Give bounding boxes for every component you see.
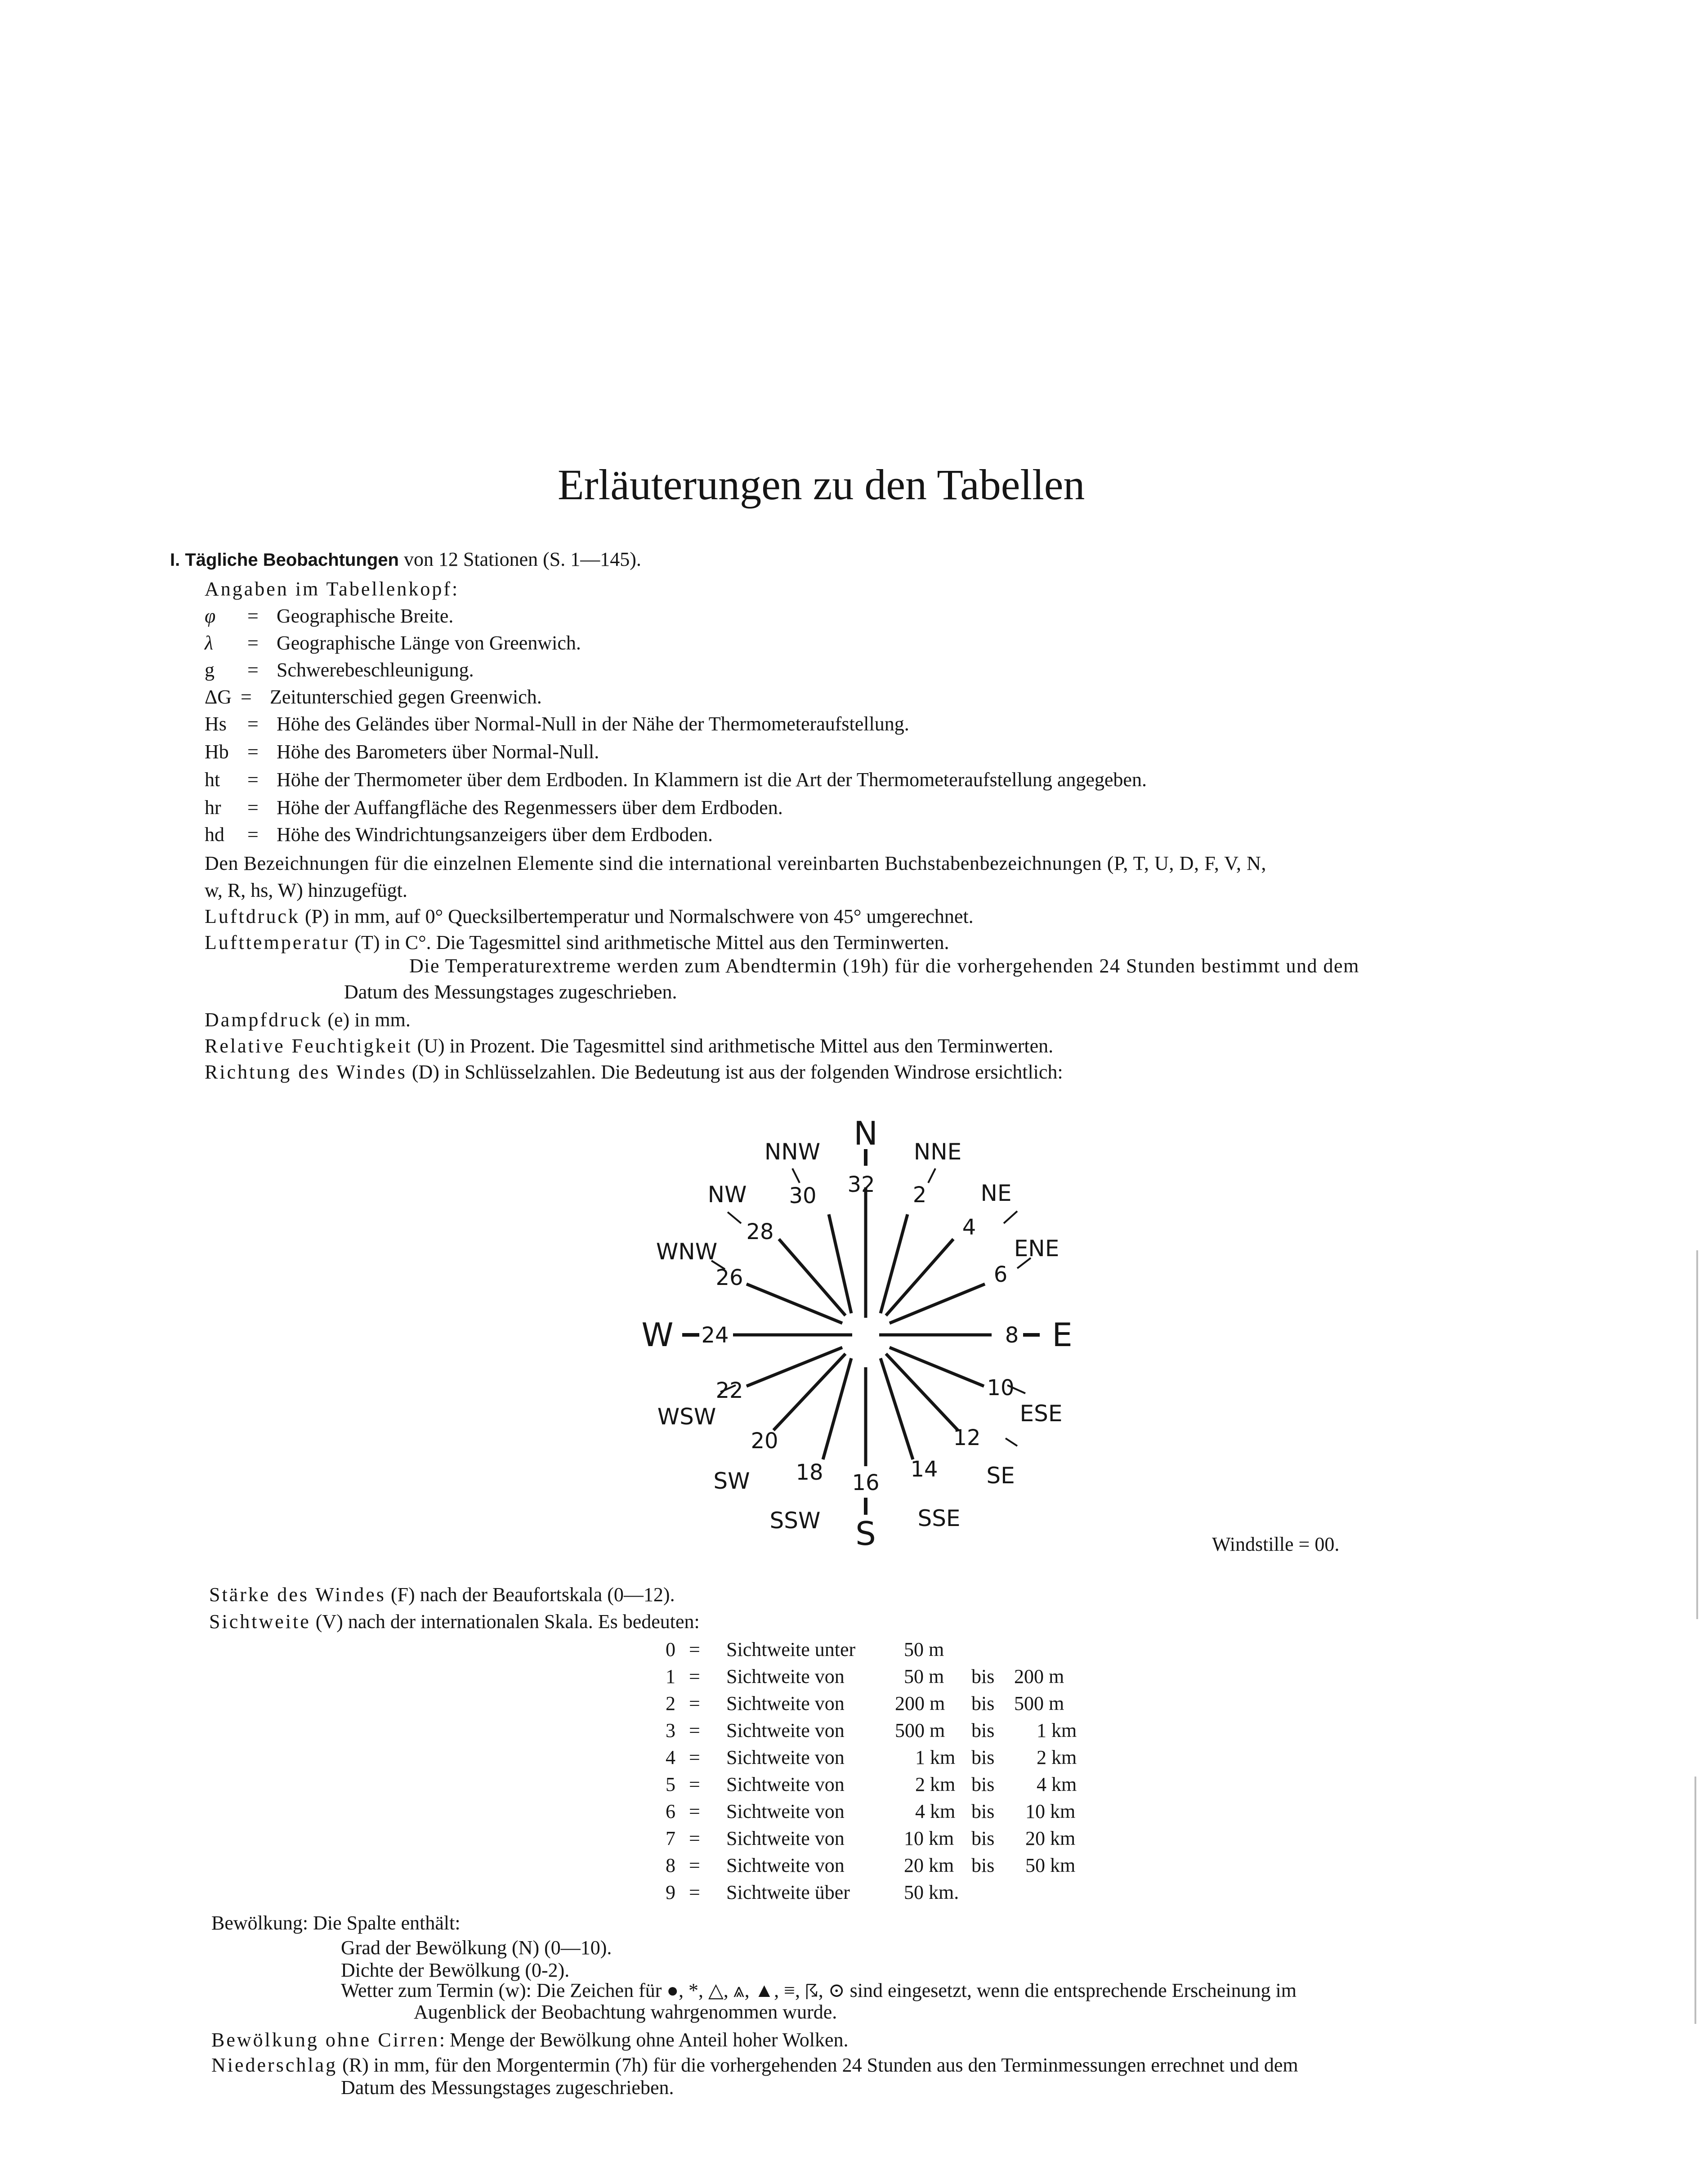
temperaturextreme-line-2: Datum des Messungstages zugeschrieben. xyxy=(344,981,677,1003)
spoke-wnw xyxy=(747,1284,842,1323)
header-item-hs: Hs = Höhe des Geländes über Normal-Null in der Nähe der Thermometeraufstellung. xyxy=(205,713,909,735)
windstille-note: Windstille = 00. xyxy=(1212,1533,1340,1555)
bewoelkung-grad: Grad der Bewölkung (N) (0—10). xyxy=(341,1937,612,1959)
rose-dir-ese: ESE xyxy=(1019,1401,1063,1427)
rose-label-w: W xyxy=(641,1316,674,1354)
header-item-hr: hr = Höhe der Auffangfläche des Regenmessers über dem Erdboden. xyxy=(205,797,783,819)
spoke-se xyxy=(886,1354,958,1430)
rose-dir-ne: NE xyxy=(980,1180,1012,1206)
rose-dir-sw: SW xyxy=(713,1468,750,1494)
page: Erläuterungen zu den Tabellen I. Tägliche Beobachtungen von 12 Stationen (S. 1—145). Angaben im Tabellenkopf: φ = Geographische Breite. λ = Geographische Länge von Greenwich. g = Schwerebeschleunigung. ΔG = Zeitunterschied gegen Greenwich. Hs = Höhe des Geländes über Normal-Null in der Nähe der Thermometeraufstellung. Hb = Höhe des Barometers über Normal-Null. ht = Höhe der Thermometer über dem Erdboden. In Klammern ist die Art der Thermometeraufstellung angegeben. hr = Höhe der Auffangfläche des Regenmessers über dem Erdboden. hd = Höhe des Windrichtungsanzeigers über dem Erdboden. Den Bezeichnungen für die einzelnen Elemente sind die international vereinbarten Buchstabenbezeichnungen (P, T, U, D, F, V, N, w, R, hs, W) hinzugefügt. Luftdruck (P) in mm, auf 0° Quecksilbertemperatur und Normalschwere von 45° umgerechnet. Lufttemperatur (T) in C°. Die Tagesmittel sind arithmetische Mittel aus den Terminwerten. Die Temperaturextreme werden zum Abendtermin (19h) für die vorhergehenden 24 Stunden bestimmt und dem Datum des Messungstages zugeschrieben. Dampfdruck (e) in mm. Relative Feuchtigkeit (U) in Prozent. Die Tagesmittel sind arithmetische Mittel aus den Terminwerten. Richtung des Windes (D) in Schlüsselzahlen. Die Bedeutung ist aus der folgenden Windrose ersichtlich: N S W E 2 4 6 8 10 12 14 16 18 20 22 24 26 28 30 32 NNE NE ENE ESE SE SSE SSW SW WSW WNW NW NNW Windstille = 00. Stärke des Windes (F) nach der Beaufortskala (0—12). Sichtweite (V) nach der internationalen Skala. Es bedeuten: 0 = Sichtweite unter 50 m 1 = Sichtweite von 50 m bis 200 m 2 = Sichtweite von 200 m bis 500 m 3 = Sichtweite von 500 m bis 1 km 4 = Sichtweite von 1 km bis 2 km 5 = Sichtweite von 2 km bis 4 km 6 = Sichtweite von 4 km bis 10 km 7 = Sichtweite von 10 km bis 20 km 8 = Sichtweite von 20 km bis 50 km 9 = Sichtweite über 50 km. Bewölkung: Die Spalte enthält: Grad der Bewölkung (N) (0—10). Dichte der Bewölkung (0-2). Wetter zum Termin (w): Die Zeichen für ●, *, △, ⩓, ▲, ≡, ☈, ⊙ sind eingesetzt, wenn die entsprechende Erscheinung im Augenblick der Beobachtung wahrgenommen wurde. Bewölkung ohne Cirren: Menge der Bewölkung ohne Anteil hoher Wolken. Niederschlag (R) in mm, für den Morgentermin (7h) für die vorhergehenden 24 Stunden aus den Terminmessungen errechnet und dem Datum des Messungstages zugeschrieben. xyxy=(0,0,1699,2184)
sichtweite-line: Sichtweite (V) nach der internationalen Skala. Es bedeuten: xyxy=(209,1611,700,1633)
bezeichnungen-line-1: Den Bezeichnungen für die einzelnen Elemente sind die international vereinbarten Buchstabenbezeichnungen (P, T, U, D, F, V, N, xyxy=(205,852,1267,874)
rose-code-12: 12 xyxy=(953,1425,981,1450)
niederschlag-line-1: Niederschlag (R) in mm, für den Morgentermin (7h) für die vorhergehenden 24 Stunden aus den Terminmessungen errechnet und dem xyxy=(211,2054,1298,2076)
temperaturextreme-line-1: Die Temperaturextreme werden zum Abendtermin (19h) für die vorhergehenden 24 Stunden bestimmt und dem xyxy=(409,955,1359,977)
rose-dir-ene: ENE xyxy=(1014,1235,1060,1262)
spoke-ene xyxy=(890,1284,985,1323)
rose-code-18: 18 xyxy=(796,1460,823,1485)
feuchtigkeit-line: Relative Feuchtigkeit (U) in Prozent. Die Tagesmittel sind arithmetische Mittel aus den Terminwerten. xyxy=(205,1035,1054,1057)
header-item-hb: Hb = Höhe des Barometers über Normal-Null. xyxy=(205,741,599,763)
section-heading-bold: I. Tägliche Beobachtungen xyxy=(170,550,399,570)
rose-code-2: 2 xyxy=(912,1182,927,1208)
rose-code-6: 6 xyxy=(993,1262,1008,1287)
dampfdruck-line: Dampfdruck (e) in mm. xyxy=(205,1009,411,1031)
bewoelkung-wetter-2: Augenblick der Beobachtung wahrgenommen wurde. xyxy=(414,2001,837,2023)
rose-code-24: 24 xyxy=(701,1323,729,1348)
section-heading-rest: von 12 Stationen (S. 1—145). xyxy=(398,548,641,570)
staerke-line: Stärke des Windes (F) nach der Beaufortskala (0—12). xyxy=(209,1584,675,1606)
header-item-phi: φ = Geographische Breite. xyxy=(205,605,454,627)
rose-code-28: 28 xyxy=(746,1219,774,1244)
header-item-g: g = Schwerebeschleunigung. xyxy=(205,659,474,681)
rose-dir-wnw: WNW xyxy=(656,1239,718,1265)
rose-label-e: E xyxy=(1052,1316,1073,1354)
rose-code-20: 20 xyxy=(751,1428,778,1454)
header-info-label: Angaben im Tabellenkopf: xyxy=(205,578,460,600)
page-title: Erläuterungen zu den Tabellen xyxy=(558,461,1085,509)
bewoelkung-wetter-1: Wetter zum Termin (w): Die Zeichen für ●, *, △, ⩓, ▲, ≡, ☈, ⊙ sind eingesetzt, wenn die entsprechende Erscheinung im xyxy=(341,1979,1297,2001)
rose-code-14: 14 xyxy=(910,1457,938,1482)
spoke-ese xyxy=(890,1347,984,1386)
rose-code-30: 30 xyxy=(789,1183,817,1208)
header-item-hd: hd = Höhe des Windrichtungsanzeigers über dem Erdboden. xyxy=(205,823,713,846)
rose-dir-nw: NW xyxy=(707,1182,747,1208)
lufttemperatur-line: Lufttemperatur (T) in C°. Die Tagesmittel sind arithmetische Mittel aus den Terminwerten. xyxy=(205,931,949,953)
rose-dir-nne: NNE xyxy=(913,1139,962,1165)
rose-code-22: 22 xyxy=(715,1378,743,1403)
bewoelkung-cirren-line: Bewölkung ohne Cirren: Menge der Bewölkung ohne Anteil hoher Wolken. xyxy=(211,2029,849,2051)
rose-code-16: 16 xyxy=(852,1470,880,1495)
rose-dir-wsw: WSW xyxy=(657,1404,716,1430)
rose-dir-ssw: SSW xyxy=(769,1508,821,1534)
rose-code-4: 4 xyxy=(962,1215,976,1240)
windrichtung-line: Richtung des Windes (D) in Schlüsselzahlen. Die Bedeutung ist aus der folgenden Windrose ersichtlich: xyxy=(205,1061,1063,1083)
bewoelkung-line: Bewölkung: Die Spalte enthält: xyxy=(211,1912,461,1934)
rose-dir-se: SE xyxy=(986,1463,1015,1489)
header-item-lambda: λ = Geographische Länge von Greenwich. xyxy=(205,632,581,654)
bezeichnungen-line-2: w, R, hs, W) hinzugefügt. xyxy=(205,879,407,901)
niederschlag-line-2: Datum des Messungstages zugeschrieben. xyxy=(341,2077,674,2099)
spoke-nne xyxy=(881,1214,908,1313)
rose-dir-sse: SSE xyxy=(917,1505,961,1531)
spoke-sse xyxy=(881,1358,913,1459)
luftdruck-line: Luftdruck (P) in mm, auf 0° Quecksilbertemperatur und Normalschwere von 45° umgerechnet. xyxy=(205,905,974,927)
spoke-wsw xyxy=(747,1347,842,1386)
rose-label-s: S xyxy=(855,1515,876,1553)
rose-code-10: 10 xyxy=(987,1375,1015,1401)
bewoelkung-dichte: Dichte der Bewölkung (0-2). xyxy=(341,1959,570,1981)
header-item-delta-g: ΔG = Zeitunterschied gegen Greenwich. xyxy=(205,686,542,708)
rose-code-26: 26 xyxy=(715,1265,743,1290)
rose-dir-nnw: NNW xyxy=(764,1139,821,1165)
rose-code-8: 8 xyxy=(1005,1323,1019,1348)
header-item-ht: ht = Höhe der Thermometer über dem Erdboden. In Klammern ist die Art der Thermometeraufstellung angegeben. xyxy=(205,769,1147,791)
rose-label-n: N xyxy=(854,1114,878,1152)
rose-code-32: 32 xyxy=(847,1172,875,1197)
